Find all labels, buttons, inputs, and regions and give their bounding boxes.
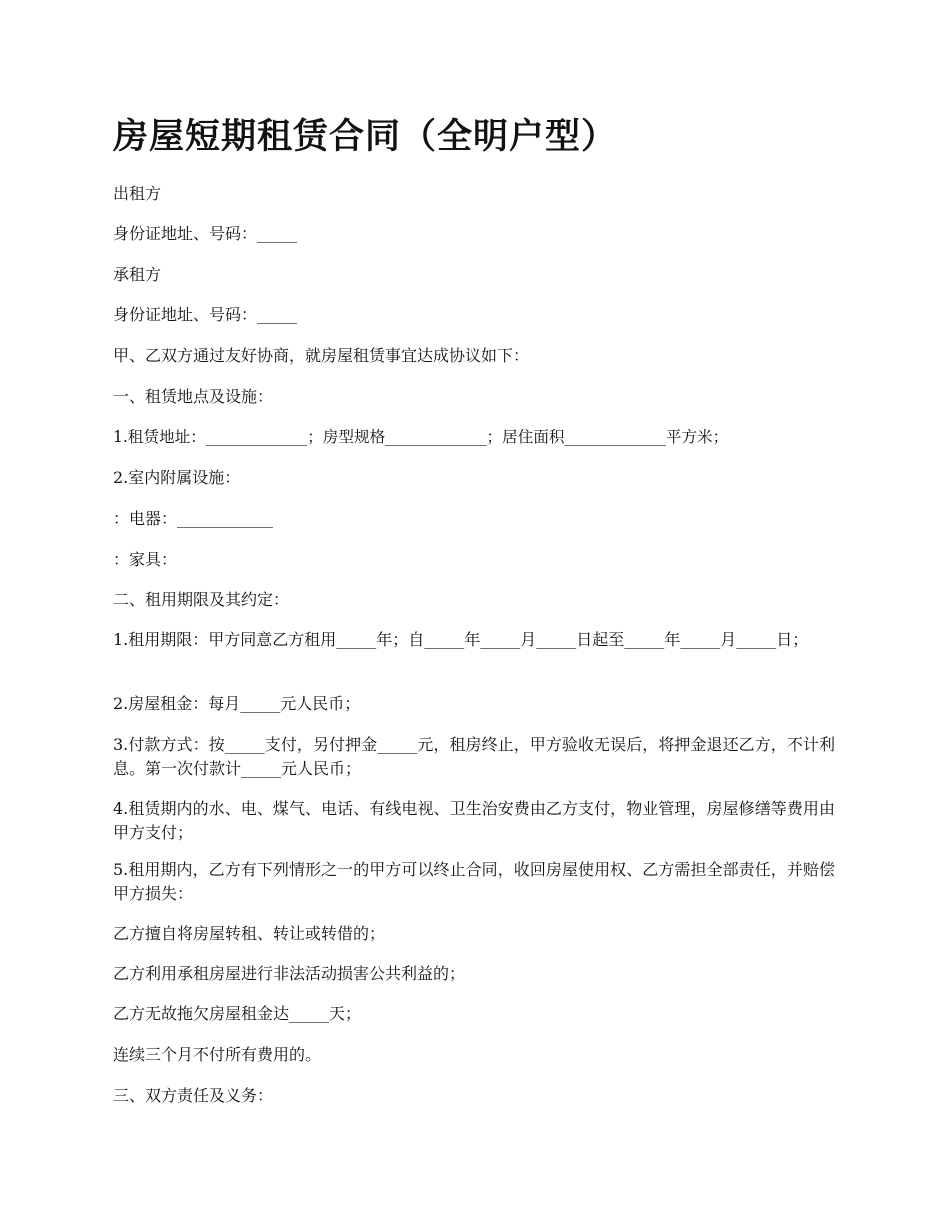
section-heading-1: 一、租赁地点及设施：	[113, 387, 274, 406]
paragraph-lease-term: 1.租用期限：甲方同意乙方租用_____年；自_____年_____月_____日起至_____年_____月_____日；	[113, 630, 809, 649]
section-heading-3: 三、双方责任及义务：	[113, 1086, 274, 1105]
list-item-arrears: 乙方无故拖欠房屋租金达_____天；	[113, 1004, 362, 1023]
paragraph-fees: 4.租赁期内的水、电、煤气、电话、有线电视、卫生治安费由乙方支付，物业管理，房屋修缮等费用由甲方支付；	[113, 799, 835, 842]
paragraph-lessee-id: 身份证地址、号码：_____	[113, 305, 298, 324]
paragraph-rent: 2.房屋租金：每月_____元人民币；	[113, 694, 361, 713]
list-item-unpaid-fees: 连续三个月不付所有费用的。	[113, 1045, 322, 1064]
paragraph-facilities: 2.室内附属设施：	[113, 468, 241, 487]
paragraph-agreement-intro: 甲、乙双方通过友好协商，就房屋租赁事宜达成协议如下：	[113, 346, 530, 365]
list-item-illegal-activity: 乙方利用承租房屋进行非法活动损害公共利益的；	[113, 964, 466, 983]
paragraph-rental-address: 1.租赁地址：_____________；房型规格_____________；居住面积_____________平方米；	[113, 428, 729, 446]
paragraph-lessee: 承租方	[113, 265, 162, 284]
paragraph-lessor: 出租方	[113, 184, 162, 203]
paragraph-termination: 5.租用期内，乙方有下列情形之一的甲方可以终止合同，收回房屋使用权、乙方需担全部责任，并赔偿甲方损失：	[113, 860, 835, 903]
section-heading-2: 二、租用期限及其约定：	[113, 590, 290, 609]
paragraph-payment-method: 3.付款方式：按_____支付，另付押金_____元，租房终止，甲方验收无误后，将押金退还乙方，不计利息。第一次付款计_____元人民币；	[113, 735, 835, 778]
paragraph-furniture: ：家具：	[113, 550, 178, 569]
list-item-sublet: 乙方擅自将房屋转租、转让或转借的；	[113, 924, 386, 943]
document-title: 房屋短期租赁合同（全明户型）	[113, 116, 618, 157]
paragraph-lessor-id: 身份证地址、号码：_____	[113, 224, 298, 243]
paragraph-appliances: ：电器：____________	[113, 509, 274, 528]
